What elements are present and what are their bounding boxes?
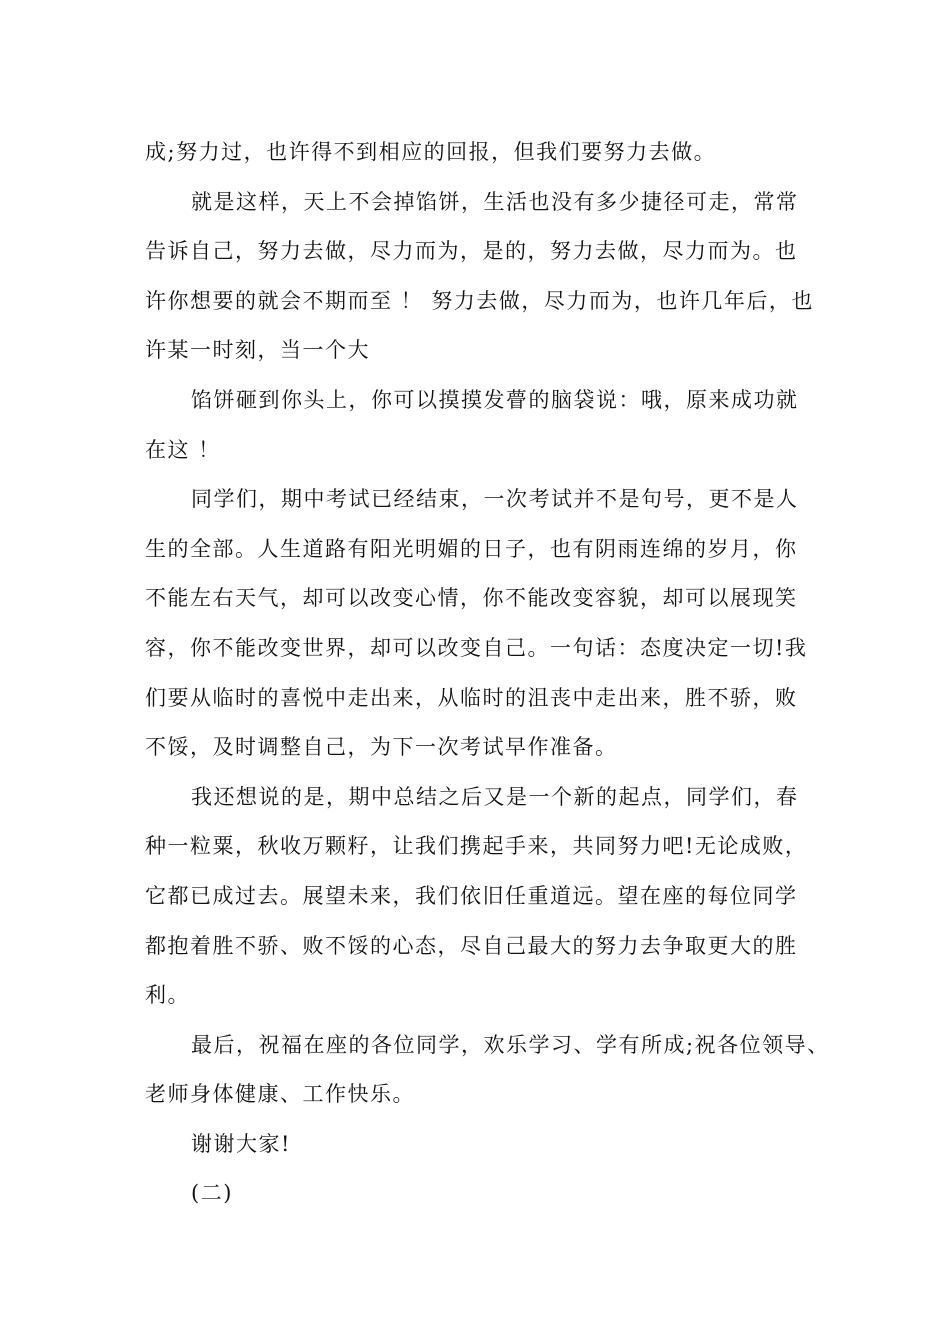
section-marker: (二) [191, 1181, 233, 1206]
text-line: 最后，祝福在座的各位同学，欢乐学习、学有所成;祝各位领导、 [191, 1032, 830, 1057]
text-line: 生的全部。人生道路有阳光明媚的日子，也有阴雨连绵的岁月，你 [145, 536, 798, 561]
text-line: 老师身体健康、工作快乐。 [145, 1082, 415, 1107]
text-line: 种一粒粟，秋收万颗籽，让我们携起手来，共同努力吧!无论成败， [145, 834, 808, 859]
text-line: 容，你不能改变世界，却可以改变自己。一句话：态度决定一切!我 [145, 635, 808, 660]
text-line: 利。 [145, 983, 190, 1008]
text-line: 馅饼砸到你头上，你可以摸摸发瞢的脑袋说：哦，原来成功就 [191, 387, 799, 412]
text-line: 不馁，及时调整自己，为下一次考试早作准备。 [145, 735, 618, 760]
text-line: 不能左右天气，却可以改变心情，你不能改变容貌，却可以展现笑 [145, 586, 798, 611]
text-line: 许你想要的就会不期而至 ！ 努力去做，尽力而为，也许几年后，也 [145, 288, 814, 313]
text-line: 许某一时刻，当一个大 [145, 338, 370, 363]
text-line: 告诉自己，努力去做，尽力而为，是的，努力去做，尽力而为。也 [145, 239, 798, 264]
text-line: 成;努力过，也许得不到相应的回报，但我们要努力去做。 [145, 140, 717, 164]
text-line: 就是这样，天上不会掉馅饼，生活也没有多少捷径可走，常常 [191, 189, 799, 214]
text-line: 谢谢大家! [191, 1131, 291, 1156]
text-line: 我还想说的是，期中总结之后又是一个新的起点，同学们，春 [191, 784, 799, 809]
text-line: 在这 ！ [145, 437, 221, 462]
body-text [145, 128, 831, 1219]
text-line: 们要从临时的喜悦中走出来，从临时的沮丧中走出来，胜不骄，败 [145, 685, 798, 710]
text-line: 它都已成过去。展望未来，我们依旧任重道远。望在座的每位同学 [145, 883, 798, 908]
text-line: 同学们，期中考试已经结束，一次考试并不是句号，更不是人 [191, 487, 799, 512]
text-line: 都抱着胜不骄、败不馁的心态，尽自己最大的努力去争取更大的胜 [145, 933, 798, 958]
